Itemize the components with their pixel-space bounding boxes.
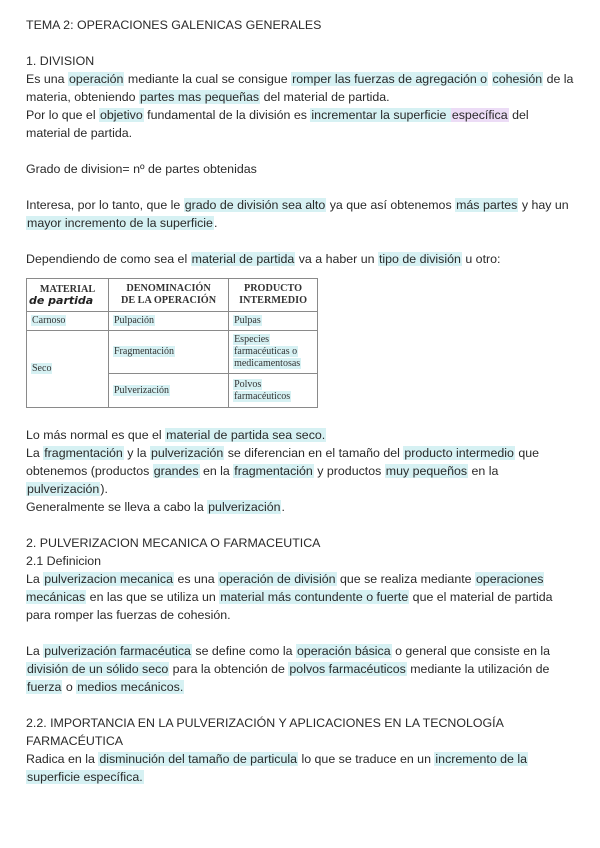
document-title: TEMA 2: OPERACIONES GALENICAS GENERALES: [26, 18, 322, 32]
handwritten-annotation: de partida: [29, 294, 94, 307]
section-1-paragraph-1: Es una operación mediante la cual se consigue romper las fuerzas de agregación o cohesión de la materia, obteniendo partes mas pequeñas del material de partida.: [26, 72, 574, 104]
header-denominacion: [109, 279, 229, 312]
highlighted-text: incremento de la: [435, 752, 528, 766]
highlighted-text: muy pequeños: [385, 464, 468, 478]
header-producto-line-1: PRODUCTO: [243, 283, 303, 294]
highlighted-text: objetivo: [100, 108, 143, 122]
cell-text: Seco: [32, 363, 52, 374]
highlighted-text: pulverizacion mecanica: [44, 572, 174, 586]
highlighted-text: tipo de división: [378, 252, 461, 266]
document-page: [26, 14, 576, 786]
highlighted-text: pulverización: [150, 446, 224, 460]
section-2-1-heading: 2.1 Definicion: [26, 554, 102, 568]
header-denominacion-line-2: DE LA OPERACIÓN: [120, 295, 217, 306]
section-2-paragraph-1: La pulverizacion mecanica es una operación de división que se realiza mediante operaciones mecánicas en las que se utiliza un material más contundente o fuerte que el material de partida para romper las fuerzas de cohesión.: [26, 572, 553, 622]
cell-polvos: [229, 374, 318, 408]
highlighted-text: fragmentación: [234, 464, 313, 478]
highlighted-text: disminución del tamaño de particula: [99, 752, 298, 766]
section-1-paragraph-6: La fragmentación y la pulverización se diferencian en el tamaño del producto intermedio que obtenemos (productos grandes en la fragmentación y productos muy pequeños en la pulverización).: [26, 446, 539, 496]
highlighted-text: operación de división: [219, 572, 336, 586]
section-1-paragraph-3: Interesa, por lo tanto, que le grado de división sea alto ya que así obtenemos más partes y hay un mayor incremento de la superficie.: [26, 198, 569, 230]
highlighted-text: material de partida sea seco.: [166, 428, 326, 442]
highlighted-text: cohesión: [492, 72, 543, 86]
highlighted-text: mayor incremento de la superficie: [27, 216, 213, 230]
highlighted-text: pulverización: [208, 500, 281, 514]
highlighted-text: pulverización: [27, 482, 100, 496]
cell-text: farmacéuticos: [234, 390, 291, 402]
highlighted-text: producto intermedio: [404, 446, 514, 460]
cell-text: Carnoso: [32, 315, 66, 326]
section-2-paragraph-3: Radica en la disminución del tamaño de particula lo que se traduce en un incremento de la superficie específica.: [26, 752, 528, 784]
header-denominacion-line-1: DENOMINACIÓN: [126, 283, 211, 294]
cell-pulverizacion: [109, 374, 229, 408]
highlighted-text: material de partida: [191, 252, 295, 266]
section-1-paragraph-2: Por lo que el objetivo fundamental de la división es incrementar la superficie específica del material de partida.: [26, 108, 529, 140]
highlighted-text: superficie específica.: [27, 770, 143, 784]
cell-text: Pulverización: [114, 384, 169, 396]
header-material: [27, 279, 109, 312]
section-2-2-heading: 2.2. IMPORTANCIA EN LA PULVERIZACIÓN Y APLICACIONES EN LA TECNOLOGÍA FARMACÉUTICA: [26, 716, 504, 748]
cell-pulpas: [229, 312, 318, 331]
table-row: [27, 312, 318, 331]
highlighted-text: más partes: [456, 198, 518, 212]
highlighted-text: grandes: [153, 464, 199, 478]
highlighted-text: pulverización farmacéutica: [44, 644, 191, 658]
highlighted-text: medios mecánicos.: [77, 680, 184, 694]
cell-fragmentacion: [109, 331, 229, 374]
header-producto-line-2: INTERMEDIO: [239, 295, 307, 306]
highlighted-text: fuerza: [27, 680, 62, 694]
highlighted-text: material más contundente o fuerte: [220, 590, 409, 604]
section-1-heading: 1. DIVISION: [26, 54, 95, 68]
division-types-table: [26, 278, 318, 408]
cell-text: medicamentosas: [234, 358, 301, 369]
section-1-paragraph-5: Lo más normal es que el material de partida sea seco.: [26, 428, 326, 442]
cell-seco: [27, 331, 109, 408]
cell-pulpacion: [109, 312, 229, 331]
section-1-paragraph-7: Generalmente se lleva a cabo la pulverización.: [26, 500, 285, 514]
table-header-row: [27, 279, 318, 312]
cell-text: farmacéuticas o: [234, 346, 298, 357]
highlighted-text: incrementar la superficie: [311, 108, 450, 122]
cell-especies: [229, 331, 318, 374]
section-2-heading: 2. PULVERIZACION MECANICA O FARMACEUTICA: [26, 536, 321, 550]
highlighted-text: operaciones mecánicas: [26, 572, 544, 604]
highlighted-text: grado de división sea alto: [184, 198, 326, 212]
cell-carnoso: [27, 312, 109, 331]
division-formula: Grado de division= nº de partes obtenidas: [26, 162, 257, 176]
highlighted-text: división de un sólido seco: [27, 662, 169, 676]
highlighted-text: romper las fuerzas de agregación o: [292, 72, 488, 86]
cell-text: Pulpación: [114, 315, 154, 326]
highlighted-text: polvos farmacéuticos: [289, 662, 406, 676]
highlighted-text: específica: [451, 108, 508, 122]
cell-text: Polvos: [234, 378, 262, 390]
table-row: [27, 331, 318, 374]
header-producto: [229, 279, 318, 312]
header-material-label: MATERIAL: [39, 284, 96, 295]
cell-text: Pulpas: [234, 315, 261, 326]
cell-text: Fragmentación: [114, 346, 174, 357]
highlighted-text: partes mas pequeñas: [139, 90, 260, 104]
section-2-paragraph-2: La pulverización farmacéutica se define como la operación básica o general que consiste en la división de un sólido seco para la obtención de polvos farmacéuticos mediante la utilización de fuerza o medios mecánicos.: [26, 644, 551, 694]
highlighted-text: operación: [69, 72, 124, 86]
highlighted-text: operación básica: [296, 644, 391, 658]
section-1-paragraph-4: Dependiendo de como sea el material de partida va a haber un tipo de división u otro:: [26, 252, 501, 266]
highlighted-text: fragmentación: [44, 446, 123, 460]
cell-text: Especies: [234, 334, 270, 345]
